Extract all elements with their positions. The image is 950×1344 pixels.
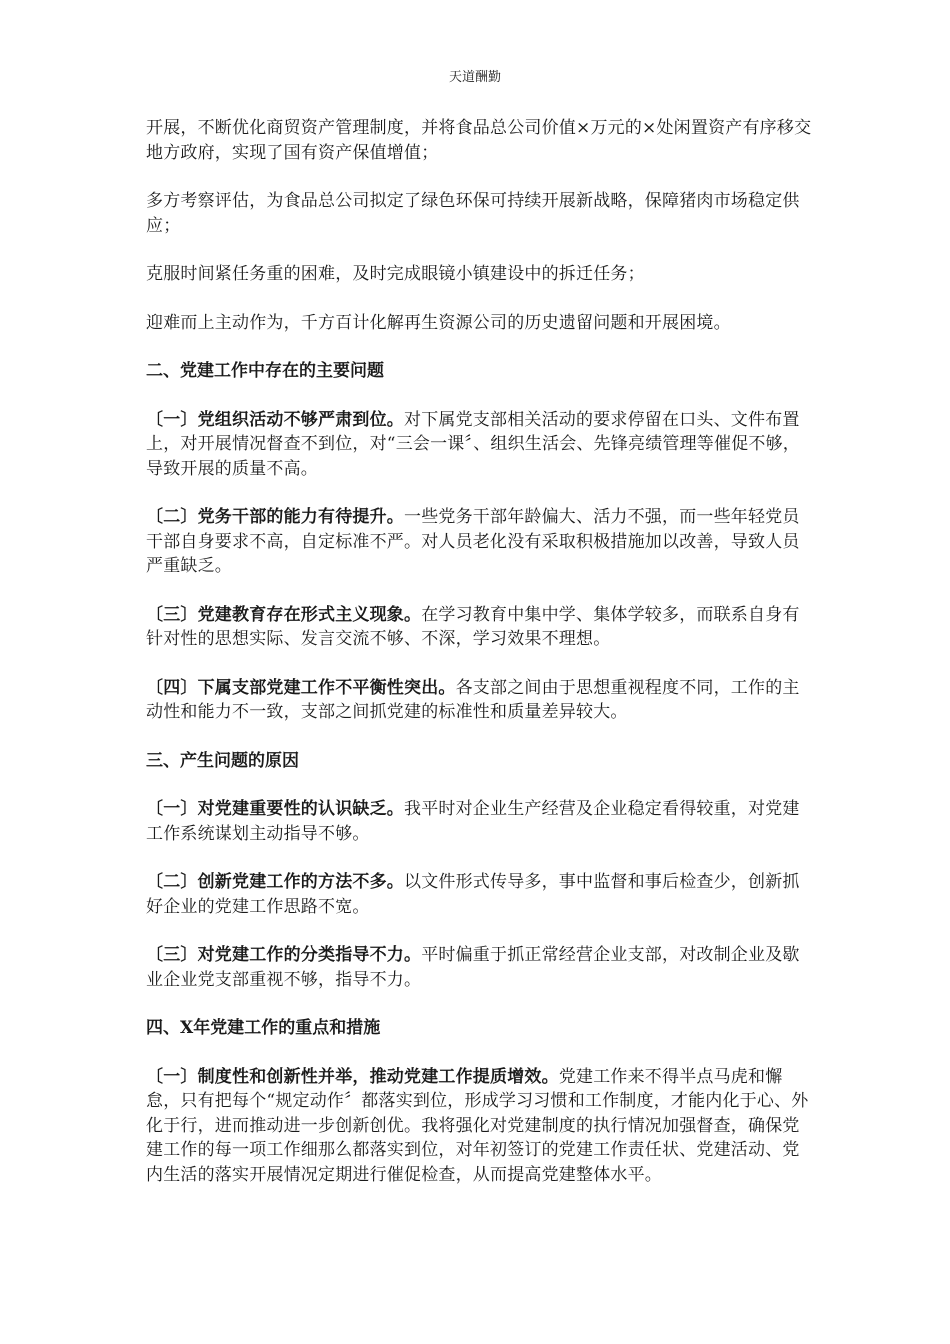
paragraph-lead: 〔一〕党组织活动不够严肃到位。 <box>146 409 404 430</box>
paragraph: 〔二〕党务干部的能力有待提升。一些党务干部年龄偏大、活力不强，而一些年轻党员干部自身要求不高，自定标准不严。对人员老化没有采取积极措施加以改善，导致人员严重缺乏。 <box>146 507 800 576</box>
paragraph: 多方考察评估，为食品总公司拟定了绿色环保可持续开展新战略，保障猪肉市场稳定供应； <box>146 191 800 236</box>
paragraph: 克服时间紧任务重的困难，及时完成眼镜小镇建设中的拆迁任务； <box>146 264 645 284</box>
paragraph: 迎难而上主动作为，千方百计化解再生资源公司的历史遗留问题和开展困境。 <box>146 312 731 333</box>
paragraph: 〔四〕下属支部党建工作不平衡性突出。各支部之间由于思想重视程度不同，工作的主动性和能力不一致，支部之间抓党建的标准性和质量差异较大。 <box>146 677 800 722</box>
section-heading: 三、产生问题的原因 <box>146 750 299 771</box>
section-heading: 二、党建工作中存在的主要问题 <box>146 361 384 381</box>
paragraph: 〔二〕创新党建工作的方法不多。以文件形式传导多，事中监督和事后检查少，创新抓好企业的党建工作思路不宽。 <box>146 872 800 917</box>
section-heading: 四、X年党建工作的重点和措施 <box>146 1018 381 1038</box>
page-header: 天道酬勤 <box>448 70 501 85</box>
paragraph: 〔一〕制度性和创新性并举，推动党建工作提质增效。党建工作来不得半点马虎和懈怠，只有把每个“规定动作〞都落实到位，形成学习习惯和工作制度，才能内化于心、外化于行，进而推动进一步创新创优。我将强化对党建制度的执行情况加强督查，确保党建工作的每一项工作细那么都落实到位，对年初签订的党建工作责任状、党建活动、党内生活的落实开展情况定期进行催促检查，从而提高党建整体水平。 <box>146 1066 809 1185</box>
paragraph-lead: 〔一〕对党建重要性的认识缺乏。 <box>146 799 404 819</box>
paragraph-lead: 〔二〕创新党建工作的方法不多。 <box>146 872 404 892</box>
paragraph-lead: 〔四〕下属支部党建工作不平衡性突出。 <box>146 677 456 698</box>
paragraph-lead: 〔三〕党建教育存在形式主义现象。 <box>146 604 422 625</box>
paragraph: 〔三〕对党建工作的分类指导不力。平时偏重于抓正常经营企业支部，对改制企业及歇业企业党支部重视不够，指导不力。 <box>146 945 800 990</box>
paragraph: 〔三〕党建教育存在形式主义现象。在学习教育中集中学、集体学较多，而联系自身有针对性的思想实际、发言交流不够、不深，学习效果不理想。 <box>146 604 800 649</box>
paragraph-lead: 〔一〕制度性和创新性并举，推动党建工作提质增效。 <box>146 1066 559 1087</box>
paragraph-lead: 〔二〕党务干部的能力有待提升。 <box>146 507 404 527</box>
paragraph: 开展，不断优化商贸资产管理制度，并将食品总公司价值×万元的×处闲置资产有序移交地方政府，实现了国有资产保值增值； <box>146 118 812 163</box>
document-body <box>146 116 812 1211</box>
paragraph-lead: 〔三〕对党建工作的分类指导不力。 <box>146 945 422 965</box>
paragraph: 〔一〕对党建重要性的认识缺乏。我平时对企业生产经营及企业稳定看得较重，对党建工作系统谋划主动指导不够。 <box>146 799 800 844</box>
paragraph: 〔一〕党组织活动不够严肃到位。对下属党支部相关活动的要求停留在口头、文件布置上，对开展情况督查不到位，对“三会一课〞、组织生活会、先锋亮绩管理等催促不够，导致开展的质量不高。 <box>146 409 800 479</box>
